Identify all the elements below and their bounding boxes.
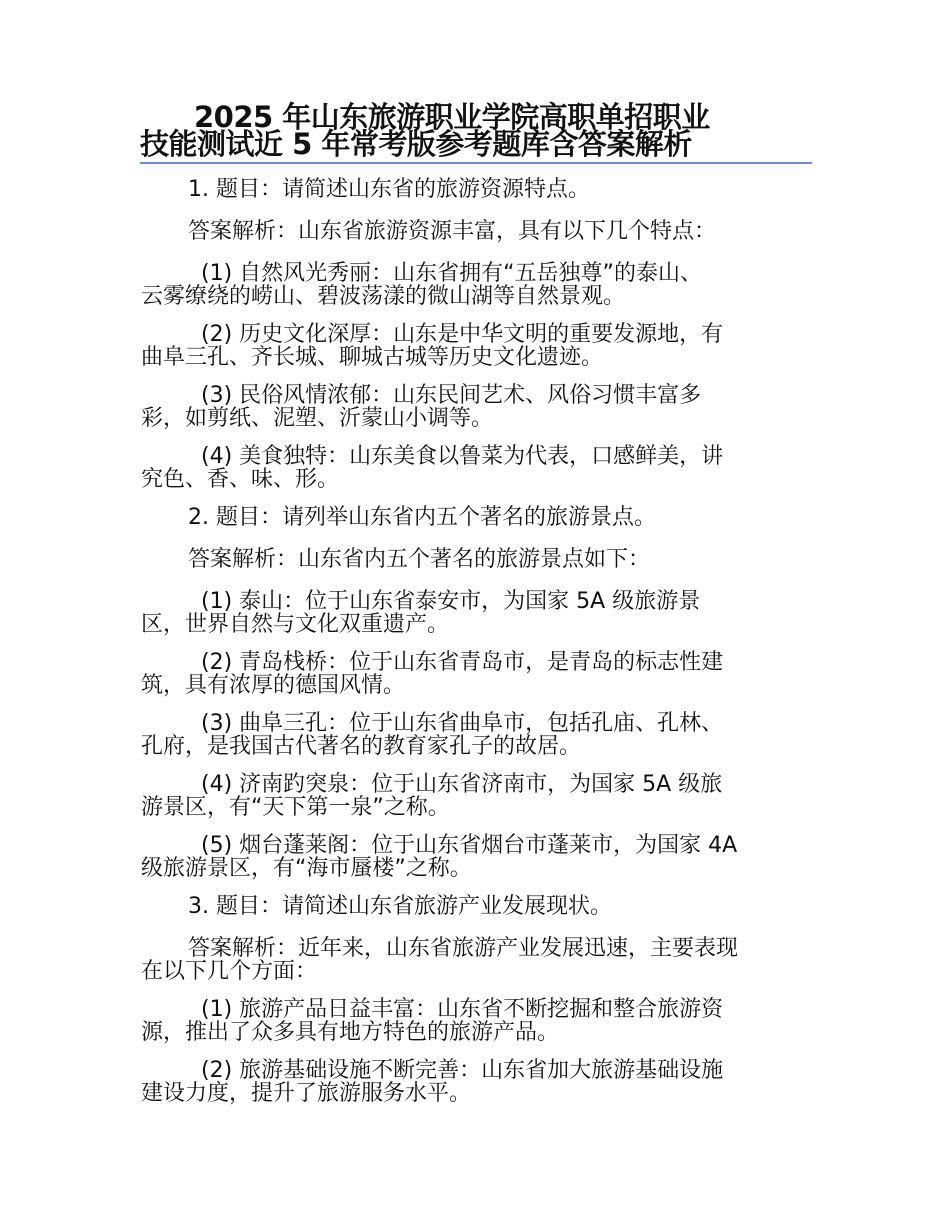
question-paragraph: 1. 题目：请简述山东省的旅游资源特点。: [188, 177, 590, 202]
answer-item: (4) 济南趵突泉：位于山东省济南市，为国家 5A 级旅 游景区，有“天下第一泉”之称。: [141, 772, 723, 820]
document-title: [140, 100, 812, 164]
answer-item: (5) 烟台蓬莱阁：位于山东省烟台市蓬莱市，为国家 4A 级旅游景区，有“海市蜃楼”之称。: [141, 833, 738, 881]
answer-item: (1) 旅游产品日益丰富：山东省不断挖掘和整合旅游资 源，推出了众多具有地方特色的旅游产品。: [141, 997, 724, 1045]
answer-paragraph: 答案解析：山东省内五个著名的旅游景点如下：: [188, 547, 651, 572]
question-paragraph: 3. 题目：请简述山东省旅游产业发展现状。: [188, 894, 612, 919]
answer-item: (1) 自然风光秀丽：山东省拥有“五岳独尊”的泰山、 云雾缭绕的崂山、碧波荡漾的微山湖等自然景观。: [141, 261, 702, 309]
title-line-1: 2025 年山东旅游职业学院高职单招职业: [194, 100, 710, 134]
answer-item: (2) 青岛栈桥：位于山东省青岛市，是青岛的标志性建 筑，具有浓厚的德国风情。: [141, 650, 724, 698]
answer-paragraph: 答案解析：近年来，山东省旅游产业发展迅速，主要表现 在以下几个方面：: [141, 936, 739, 984]
question-paragraph: 2. 题目：请列举山东省内五个著名的旅游景点。: [188, 505, 656, 530]
answer-item: (1) 泰山：位于山东省泰安市，为国家 5A 级旅游景 区，世界自然与文化双重遗产。: [141, 589, 701, 637]
answer-item: (3) 民俗风情浓郁：山东民间艺术、风俗习惯丰富多 彩，如剪纸、泥塑、沂蒙山小调等。: [141, 383, 702, 431]
answer-item: (2) 历史文化深厚：山东是中华文明的重要发源地，有 曲阜三孔、齐长城、聊城古城等历史文化遗迹。: [141, 322, 724, 370]
answer-item: (4) 美食独特：山东美食以鲁菜为代表，口感鲜美，讲 究色、香、味、形。: [141, 444, 724, 492]
title-line-2: 技能测试近 5 年常考版参考题库含答案解析: [140, 127, 692, 161]
answer-item: (2) 旅游基础设施不断完善：山东省加大旅游基础设施 建设力度，提升了旅游服务水平。: [141, 1058, 724, 1106]
answer-item: (3) 曲阜三孔：位于山东省曲阜市，包括孔庙、孔林、 孔府，是我国古代著名的教育家孔子的故居。: [141, 711, 724, 759]
answer-paragraph: 答案解析：山东省旅游资源丰富，具有以下几个特点：: [188, 219, 717, 244]
document-body: [141, 178, 813, 1120]
